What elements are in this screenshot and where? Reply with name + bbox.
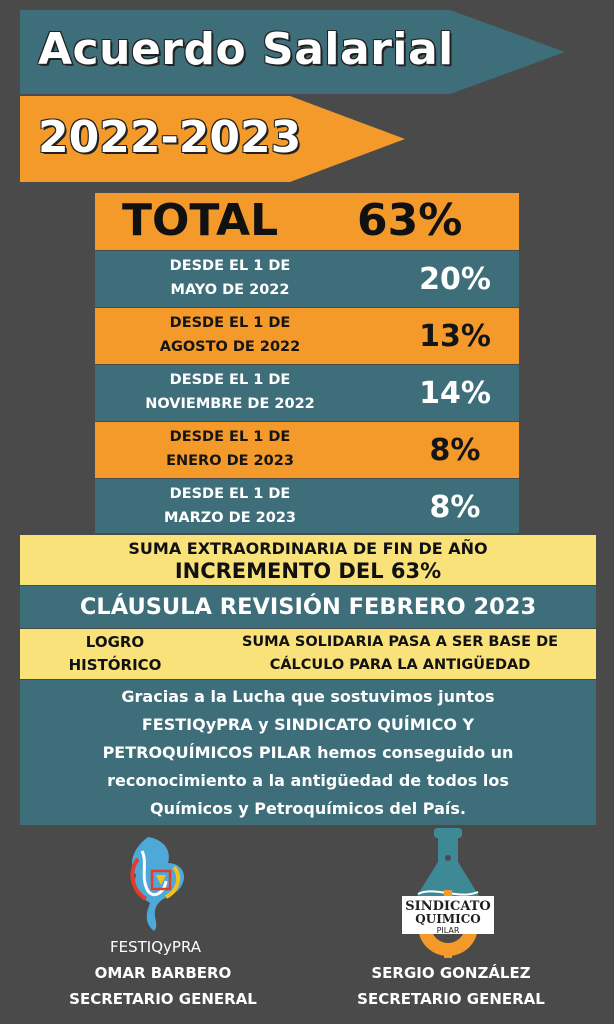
- increment-date-line1: DESDE EL 1 DE: [169, 486, 291, 502]
- increment-row: [95, 308, 519, 364]
- sindicato-logo: [400, 828, 496, 958]
- increment-row: [95, 479, 519, 533]
- extra-payment-line1: SUMA EXTRAORDINARIA DE FIN DE AÑO: [128, 539, 488, 558]
- logro-label-line1: LOGRO: [85, 633, 145, 651]
- total-value: 63%: [357, 195, 463, 246]
- increment-value: 13%: [419, 319, 491, 354]
- left-signer-role: SECRETARIO GENERAL: [69, 990, 257, 1008]
- title-banner: [20, 10, 565, 94]
- extra-payment-box: [20, 535, 596, 585]
- thanks-message-line: reconocimiento a la antigüedad de todos los: [107, 771, 509, 790]
- sindicato-logo-icon: [400, 828, 496, 958]
- total-label: TOTAL: [122, 195, 279, 246]
- festiqypra-logo-icon: [118, 833, 198, 933]
- increment-row: [95, 365, 519, 421]
- increment-value: 8%: [429, 490, 481, 525]
- increment-date-line2: MARZO DE 2023: [163, 510, 297, 526]
- increment-value: 14%: [419, 376, 491, 411]
- thanks-message-line: Gracias a la Lucha que sostuvimos juntos: [121, 687, 495, 706]
- logro-box: [20, 629, 596, 679]
- logro-text-line1: SUMA SOLIDARIA PASA A SER BASE DE: [241, 634, 559, 650]
- extra-payment-line2: INCREMENTO DEL 63%: [174, 559, 442, 583]
- clausula-text: CLÁUSULA REVISIÓN FEBRERO 2023: [79, 594, 537, 620]
- left-signer-name: OMAR BARBERO: [94, 964, 232, 982]
- thanks-message-line: FESTIQyPRA y SINDICATO QUÍMICO Y: [141, 715, 475, 734]
- increment-date-line1: DESDE EL 1 DE: [169, 372, 291, 388]
- increment-date-line1: DESDE EL 1 DE: [169, 429, 291, 445]
- sindicato-logo-line1: SINDICATO: [405, 899, 491, 914]
- increment-date-line1: DESDE EL 1 DE: [169, 258, 291, 274]
- increment-date-line2: AGOSTO DE 2022: [159, 339, 301, 355]
- thanks-message-box: [20, 680, 596, 825]
- years-banner: [20, 96, 405, 182]
- title-text: Acuerdo Salarial: [38, 24, 454, 75]
- logro-label-line2: HISTÓRICO: [68, 656, 162, 674]
- festiqypra-logo-text: FESTIQyPRA: [110, 938, 202, 956]
- sindicato-logo-line3: PILAR: [436, 926, 460, 935]
- right-signer-role: SECRETARIO GENERAL: [357, 990, 545, 1008]
- right-signer-name: SERGIO GONZÁLEZ: [371, 964, 531, 982]
- clausula-box: [20, 586, 596, 628]
- logro-text-line2: CÁLCULO PARA LA ANTIGÜEDAD: [269, 657, 531, 673]
- thanks-message-line: PETROQUÍMICOS PILAR hemos conseguido un: [102, 743, 514, 762]
- increment-row: [95, 422, 519, 478]
- logro-text: [210, 631, 590, 677]
- thanks-message-line: Químicos y Petroquímicos del País.: [150, 799, 466, 818]
- logro-label: [20, 631, 210, 677]
- increment-date-line2: MAYO DE 2022: [170, 282, 290, 298]
- increment-value: 8%: [429, 433, 481, 468]
- years-text: 2022-2023: [38, 112, 302, 163]
- sindicato-logo-line2: QUIMICO: [415, 912, 481, 926]
- festiqypra-logo: [118, 833, 198, 933]
- increment-date-line2: NOVIEMBRE DE 2022: [145, 396, 315, 412]
- increment-value: 20%: [419, 262, 491, 297]
- total-row: [95, 193, 519, 250]
- increment-date-line2: ENERO DE 2023: [166, 453, 294, 469]
- increment-date-line1: DESDE EL 1 DE: [169, 315, 291, 331]
- increment-row: [95, 251, 519, 307]
